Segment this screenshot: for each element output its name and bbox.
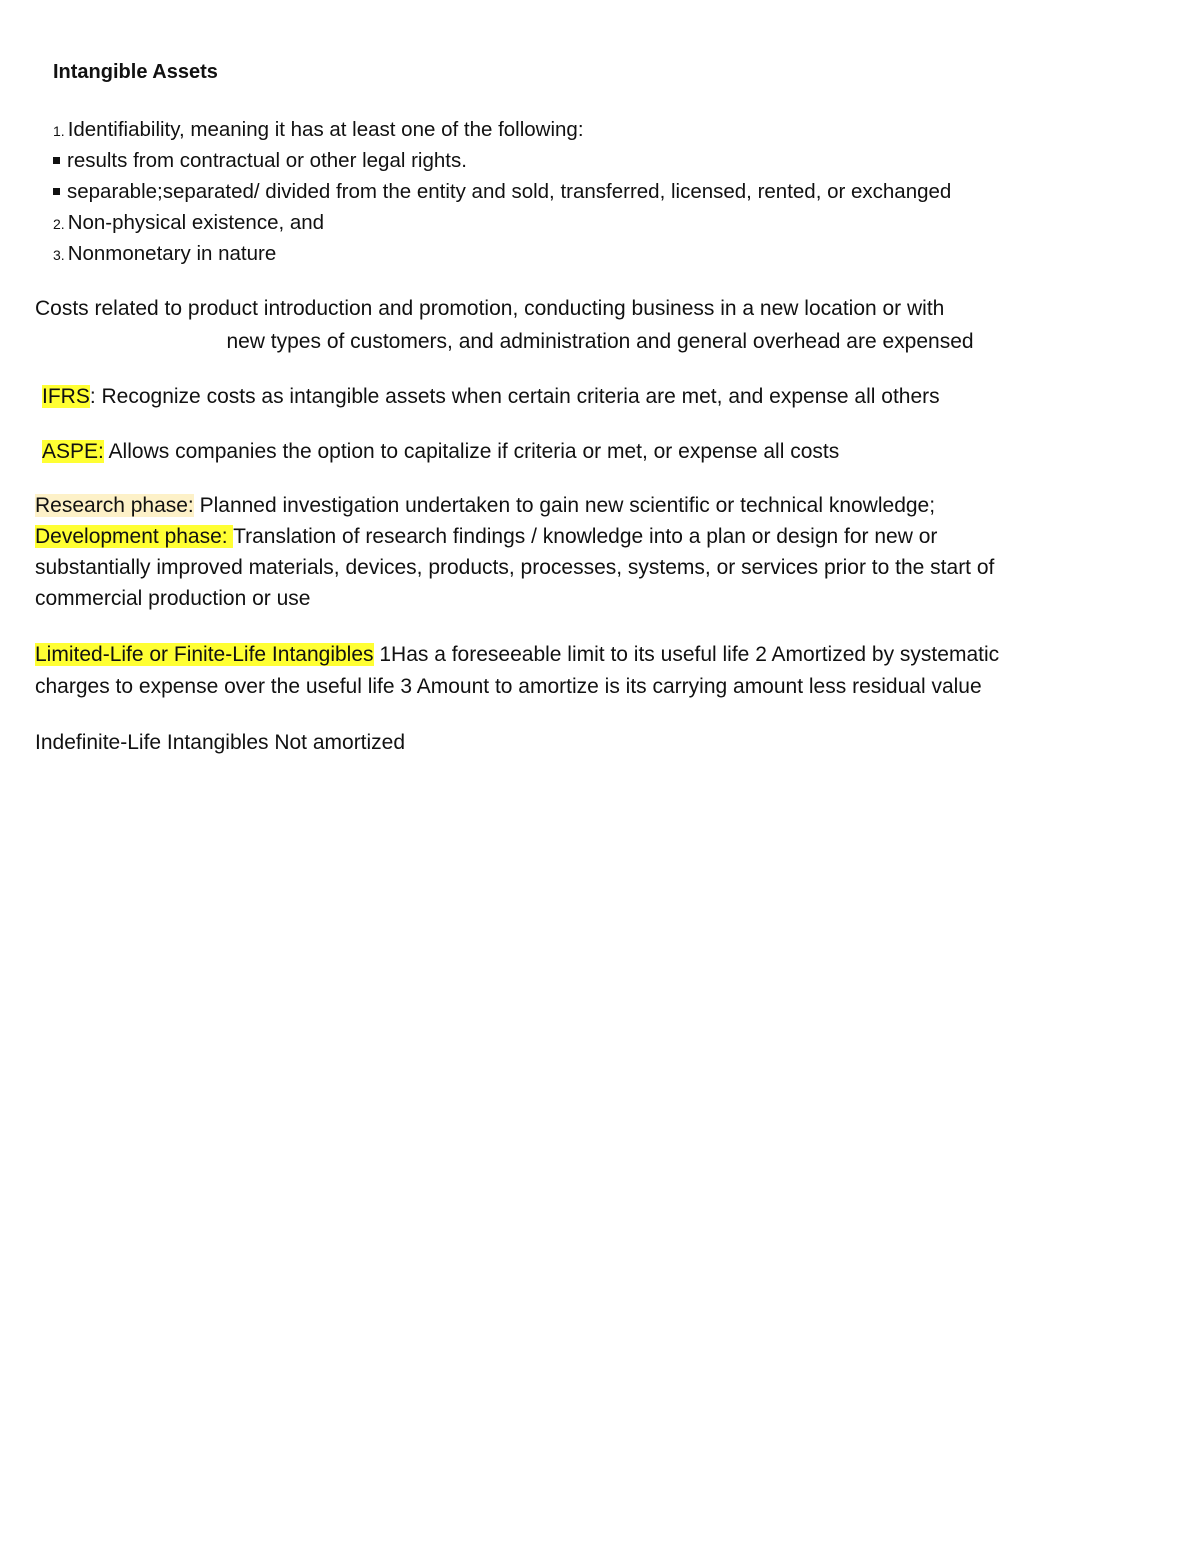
indefinite-life-line: Indefinite-Life Intangibles Not amortized [35,731,406,754]
list-number: 1. [53,123,65,139]
ifrs-text: : Recognize costs as intangible assets when certain criteria are met, and expense all others [89,385,940,408]
criteria-text: Nonmonetary in nature [67,242,277,265]
limited-life-line-2: charges to expense over the useful life 3 Amount to amortize is its carrying amount less residual value [35,675,982,698]
research-phase-line [35,490,935,521]
limited-life-text: 1Has a foreseeable limit to its useful life 2 Amortized by systematic [373,643,1000,666]
aspe-paragraph [42,436,839,467]
limited-life-line-1 [35,639,999,670]
development-phase-line-1 [35,521,937,552]
document-title: Intangible Assets [53,61,218,83]
development-phase-line-2: substantially improved materials, devices, products, processes, systems, or services prior to the start of [35,556,995,579]
aspe-label: ASPE: [42,440,104,463]
square-bullet-icon [53,188,60,195]
aspe-text: Allows companies the option to capitalize if criteria or met, or expense all costs [103,440,840,463]
research-phase-label: Research phase: [35,494,194,517]
criteria-text: Non-physical existence, and [67,211,325,234]
list-number: 2. [53,216,65,232]
criteria-text: Identifiability, meaning it has at least one of the following: [67,118,584,141]
criteria-subitem-1 [53,145,467,176]
costs-paragraph-line-2: new types of customers, and administration and general overhead are expensed [226,330,974,353]
ifrs-paragraph [42,381,940,412]
research-phase-text: Planned investigation undertaken to gain new scientific or technical knowledge; [193,494,936,517]
criteria-item-1 [53,114,584,147]
limited-life-label: Limited-Life or Finite-Life Intangibles [35,643,374,666]
square-bullet-icon [53,157,60,164]
criteria-item-2 [53,207,324,240]
costs-paragraph-line-1: Costs related to product introduction and promotion, conducting business in a new location or with [35,297,945,320]
criteria-text: separable;separated/ divided from the entity and sold, transferred, licensed, rented, or exchanged [67,180,952,203]
list-number: 3. [53,247,65,263]
ifrs-label: IFRS [42,385,90,408]
criteria-text: results from contractual or other legal rights. [67,149,467,172]
criteria-item-3 [53,238,276,271]
development-phase-line-3: commercial production or use [35,587,311,610]
development-phase-text: Translation of research findings / knowledge into a plan or design for new or [233,525,938,548]
development-phase-label: Development phase: [35,525,234,548]
criteria-subitem-2 [53,176,951,207]
